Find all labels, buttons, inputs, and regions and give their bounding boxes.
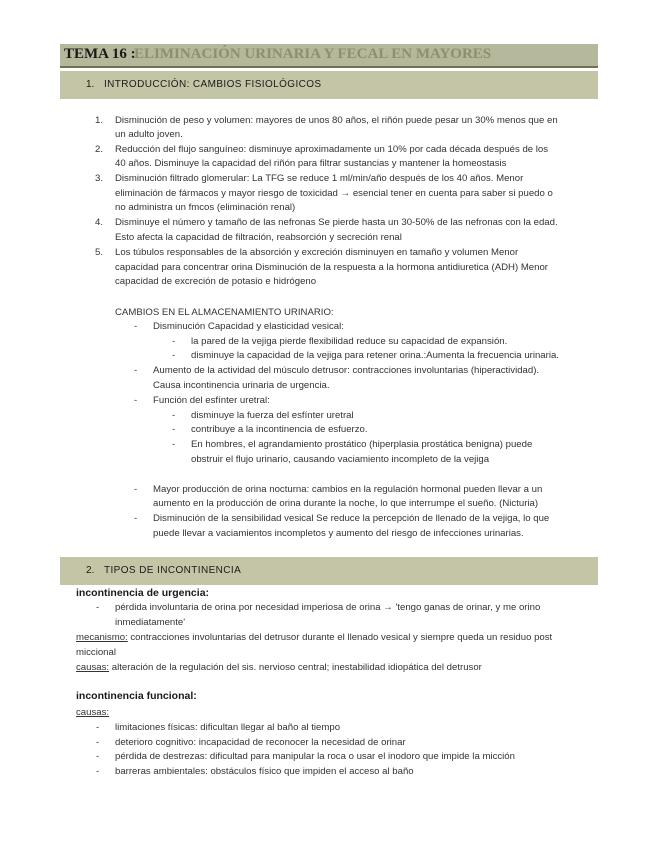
bullet-text: aumento en la producción de orina durante la noche, lo que interrumpe el sueño. (Nicturia) — [153, 498, 539, 509]
causes-label: causas: — [76, 707, 110, 718]
list-item-line: no administra un fmcos (eliminación renal) — [115, 202, 296, 213]
title-bar — [60, 44, 598, 68]
bullet-dash: - — [96, 751, 100, 762]
section-title: TIPOS DE INCONTINENCIA — [104, 565, 242, 576]
list-item-line: Disminución de peso y volumen: mayores de unos 80 años, el riñón puede pesar un 30% menos que en — [115, 115, 558, 126]
bullet-text: la pared de la vejiga pierde flexibilidad reduce su capacidad de expansión. — [191, 336, 508, 347]
list-item-line: 40 años. Disminuye la capacidad del riñón para filtrar sustancias y mantener la homeostasis — [115, 158, 507, 169]
list-item-line: Disminución filtrado glomerular: La TFG se reduce 1 ml/min/año después de los 40 años. Menor — [115, 173, 524, 184]
mechanism-line — [76, 631, 552, 646]
bullet-dash: - — [134, 321, 138, 332]
section-title: INTRODUCCIÓN: CAMBIOS FISIOLÓGICOS — [104, 79, 322, 90]
causes-label: causas: — [76, 662, 110, 673]
bullet-text: limitaciones físicas: dificultan llegar al baño al tiempo — [115, 722, 341, 733]
bullet-dash: - — [172, 424, 176, 435]
subsection-heading: incontinencia de urgencia: — [76, 587, 210, 599]
list-item-line: Los túbulos responsables de la absorción y excreción disminuyen en tamaño y volumen Menor — [115, 247, 519, 258]
bullet-dash: - — [134, 365, 138, 376]
list-item-line: Disminuye el número y tamaño de las nefronas Se pierde hasta un 30-50% de las nefronas con la edad. — [115, 217, 558, 228]
bullet-dash: - — [172, 410, 176, 421]
bullet-dash: - — [172, 350, 176, 361]
mechanism-text: contracciones involuntarias del detrusor durante el llenado vesical y siempre queda un residuo post — [127, 632, 553, 643]
title-prefix: TEMA 16 : — [64, 46, 136, 62]
mechanism-label: mecanismo: — [76, 632, 128, 643]
list-number: 3. — [95, 173, 104, 184]
mechanism-text: miccional — [76, 647, 116, 658]
bullet-text: contribuye a la incontinencia de esfuerzo. — [191, 424, 368, 435]
bullet-text: Aumento de la actividad del músculo detrusor: contracciones involuntarias (hiperactividad). — [153, 365, 540, 376]
subsection-heading: CAMBIOS EN EL ALMACENAMIENTO URINARIO: — [115, 307, 334, 318]
list-item-line: capacidad de excreción de potasio e hidrógeno — [115, 276, 317, 287]
bullet-text: Causa incontinencia urinaria de urgencia. — [153, 380, 330, 391]
bullet-text: puede llevar a vaciamientos incompletos y aumento del riesgo de infecciones urinarias. — [153, 528, 524, 539]
list-item-line: Esto afecta la capacidad de filtración, reabsorción y secreción renal — [115, 232, 402, 243]
list-number: 5. — [95, 247, 104, 258]
section-number: 1. — [86, 79, 95, 90]
section-number: 2. — [86, 565, 95, 576]
bullet-text: pérdida involuntaria de orina por necesidad imperiosa de orina → 'tengo ganas de orinar, y me orino — [115, 602, 541, 613]
list-item-line: un adulto joven. — [115, 129, 183, 140]
bullet-text: inmediatamente' — [115, 617, 186, 628]
bullet-text: Mayor producción de orina nocturna: cambios en la regulación hormonal pueden llevar a un — [153, 484, 543, 495]
list-number: 4. — [95, 217, 104, 228]
bullet-dash: - — [134, 513, 138, 524]
bullet-dash: - — [96, 766, 100, 777]
bullet-dash: - — [172, 439, 176, 450]
bullet-text: barreras ambientales: obstáculos físico que impiden el acceso al baño — [115, 766, 414, 777]
bullet-dash: - — [134, 484, 138, 495]
bullet-text: pérdida de destrezas: dificultad para manipular la roca o usar el inodoro que impide la micción — [115, 751, 515, 762]
list-number: 2. — [95, 144, 104, 155]
section-header-2 — [60, 557, 598, 585]
bullet-dash: - — [172, 336, 176, 347]
list-item-line: capacidad para concentrar orina Disminución de la respuesta a la hormona antidiuretica (ADH) Menor — [115, 262, 549, 273]
bullet-text: Disminución de la sensibilidad vesical Se reduce la percepción de llenado de la vejiga, lo que — [153, 513, 550, 524]
bullet-text: Función del esfínter uretral: — [153, 395, 270, 406]
section-header-1 — [60, 71, 598, 99]
bullet-dash: - — [96, 722, 100, 733]
page-title: ELIMINACIÓN URINARIA Y FECAL EN MAYORES — [134, 46, 492, 62]
list-item-line: Reducción del flujo sanguíneo: disminuye aproximadamente un 10% por cada década después de los — [115, 144, 549, 155]
causes-text: alteración de la regulación del sis. nervioso central; inestabilidad idiopática del detrusor — [109, 662, 482, 673]
bullet-dash: - — [134, 395, 138, 406]
list-item-line: eliminación de fármacos y mayor riesgo de toxicidad → esencial tener en cuenta para saber si puedo o — [115, 188, 553, 199]
bullet-text: deterioro cognitivo: incapacidad de reconocer la necesidad de orinar — [115, 737, 406, 748]
bullet-text: disminuye la capacidad de la vejiga para retener orina.:Aumenta la frecuencia urinaria. — [191, 350, 559, 361]
bullet-text: En hombres, el agrandamiento prostático (hiperplasia prostática benigna) puede — [191, 439, 533, 450]
list-number: 1. — [95, 115, 104, 126]
bullet-dash: - — [96, 602, 100, 613]
bullet-text: Disminución Capacidad y elasticidad vesical: — [153, 321, 344, 332]
subsection-heading: incontinencia funcional: — [76, 690, 197, 702]
bullet-text: obstruir el flujo urinario, causando vaciamiento incompleto de la vejiga — [191, 454, 490, 465]
bullet-dash: - — [96, 737, 100, 748]
bullet-text: disminuye la fuerza del esfínter uretral — [191, 410, 354, 421]
causes-line — [76, 661, 482, 676]
